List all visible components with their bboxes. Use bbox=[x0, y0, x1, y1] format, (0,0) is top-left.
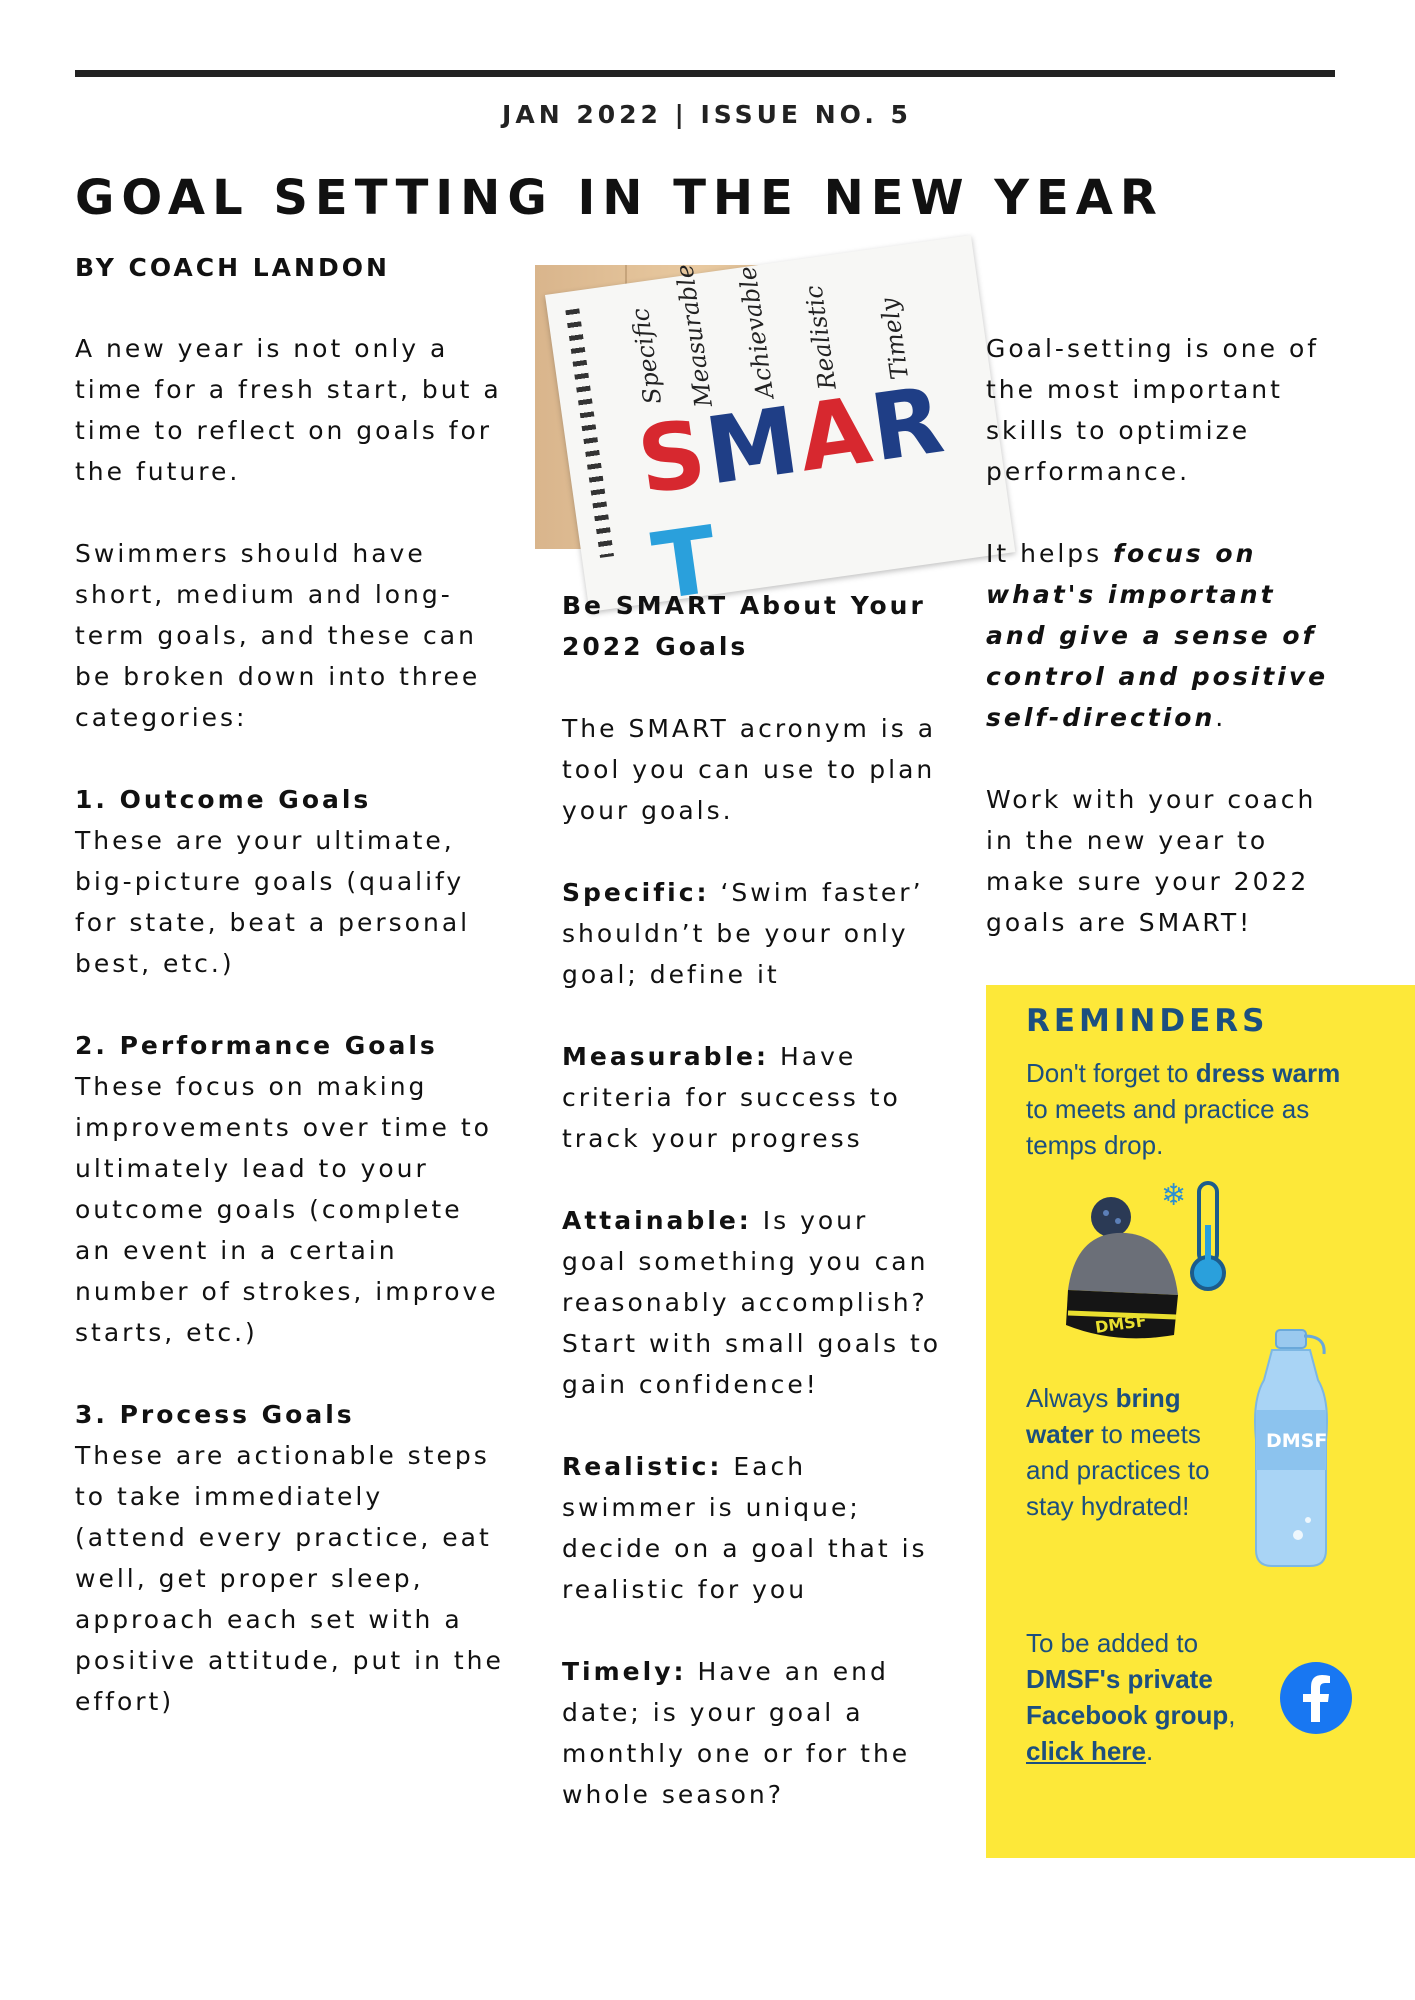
reminder-water bbox=[1026, 1380, 1246, 1524]
byline: BY COACH LANDON bbox=[75, 253, 390, 282]
performance-heading: 2. Performance Goals bbox=[75, 1031, 438, 1060]
attainable-label: Attainable: bbox=[562, 1206, 752, 1235]
word-timely: Timely bbox=[874, 296, 915, 382]
smart-letter-r: R bbox=[864, 366, 952, 483]
helps-suffix: . bbox=[1215, 703, 1227, 732]
measurable-label: Measurable: bbox=[562, 1042, 769, 1071]
process-heading: 3. Process Goals bbox=[75, 1400, 355, 1429]
bottle-logo: DMSF bbox=[1266, 1430, 1328, 1452]
top-rule bbox=[75, 70, 1335, 77]
reminder-2-text-a: Always bbox=[1026, 1383, 1109, 1413]
hat-logo: DMSF bbox=[1093, 1310, 1148, 1337]
smart-letter-m: M bbox=[699, 386, 807, 506]
swimmers-paragraph: Swimmers should have short, medium and long-term goals, and these can be broken down into three categories: bbox=[75, 539, 481, 732]
smart-letter-t: T bbox=[646, 505, 726, 621]
water-bottle-icon bbox=[1246, 1330, 1336, 1570]
outcome-text: These are your ultimate, big-picture goals (qualify for state, beat a personal best, etc.) bbox=[75, 826, 471, 978]
timely-label: Timely: bbox=[562, 1657, 687, 1686]
snowflake-icon: ❄ bbox=[1161, 1178, 1187, 1213]
spiral-binding bbox=[565, 308, 614, 558]
reminder-1-bold: dress warm bbox=[1195, 1058, 1341, 1088]
helps-emphasis: focus on what's important and give a sense of control and positive self-direction bbox=[986, 539, 1329, 732]
reminder-3-comma: , bbox=[1228, 1700, 1236, 1730]
reminder-3-period: . bbox=[1145, 1736, 1154, 1766]
process-goals bbox=[75, 1394, 505, 1722]
issue-line: JAN 2022 | ISSUE NO. 5 bbox=[502, 100, 912, 129]
word-realistic: Realistic bbox=[799, 283, 842, 392]
outcome-heading: 1. Outcome Goals bbox=[75, 785, 372, 814]
realistic-text: Each swimmer is unique; decide on a goal that is realistic for you bbox=[562, 1452, 928, 1604]
thermometer-icon bbox=[1161, 1175, 1231, 1295]
goal-setting-paragraph: Goal-setting is one of the most important skills to optimize performance. bbox=[986, 334, 1320, 486]
reminder-1-text-b: to meets and practice as temps drop. bbox=[1026, 1094, 1310, 1160]
performance-goals bbox=[75, 1025, 505, 1353]
timely-text: Have an end date; is your goal a monthly one or for the whole season? bbox=[562, 1657, 911, 1809]
measurable-item bbox=[562, 1036, 942, 1159]
reminders-title: REMINDERS bbox=[1026, 1003, 1269, 1039]
reminder-1-text-a: Don't forget to bbox=[1026, 1058, 1189, 1088]
attainable-text: Is your goal something you can reasonably accomplish? Start with small goals to gain confidence! bbox=[562, 1206, 942, 1399]
specific-text: ‘Swim faster’ shouldn’t be your only goal; define it bbox=[562, 878, 924, 989]
coach-paragraph: Work with your coach in the new year to make sure your 2022 goals are SMART! bbox=[986, 785, 1317, 937]
reminder-2-bold: bring water bbox=[1026, 1383, 1181, 1449]
word-measurable: Measurable bbox=[670, 262, 718, 409]
measurable-text: Have criteria for success to track your progress bbox=[562, 1042, 901, 1153]
smart-intro: The SMART acronym is a tool you can use to plan your goals. bbox=[562, 714, 937, 825]
specific-label: Specific: bbox=[562, 878, 710, 907]
process-text: These are actionable steps to take immediately (attend every practice, eat well, get proper sleep, approach each set with a positive attitude, put in the effort) bbox=[75, 1441, 504, 1716]
page-title: GOAL SETTING IN THE NEW YEAR bbox=[75, 170, 1164, 226]
helps-prefix: It helps bbox=[986, 539, 1103, 568]
notebook-page bbox=[545, 235, 1015, 621]
specific-item bbox=[562, 872, 942, 995]
outcome-goals bbox=[75, 779, 505, 984]
facebook-icon[interactable] bbox=[1278, 1660, 1354, 1736]
smart-letter-s: S bbox=[631, 399, 715, 516]
realistic-label: Realistic: bbox=[562, 1452, 723, 1481]
click-here-link[interactable]: click here bbox=[1026, 1736, 1146, 1766]
smart-heading-text: Be SMART About Your 2022 Goals bbox=[562, 591, 926, 661]
smart-notebook-image bbox=[535, 262, 952, 621]
smart-heading bbox=[562, 585, 942, 667]
reminder-2-text-b: to meets and practices to stay hydrated! bbox=[1026, 1419, 1210, 1521]
reminder-dress-warm bbox=[1026, 1055, 1366, 1163]
reminder-3-bold: DMSF's private Facebook group bbox=[1026, 1664, 1229, 1730]
word-specific: Specific bbox=[625, 306, 668, 406]
attainable-item bbox=[562, 1200, 942, 1405]
intro-paragraph: A new year is not only a time for a fresh start, but a time to reflect on goals for the future. bbox=[75, 334, 502, 486]
performance-text: These focus on making improvements over time to ultimately lead to your outcome goals (complete an event in a certain number of strokes, improve starts, etc.) bbox=[75, 1072, 499, 1347]
word-achievable: Achievable bbox=[733, 264, 780, 401]
column-right bbox=[986, 328, 1336, 984]
smart-letter-a: A bbox=[791, 376, 880, 493]
column-left bbox=[75, 328, 505, 1763]
realistic-item bbox=[562, 1446, 942, 1610]
timely-item bbox=[562, 1651, 942, 1815]
reminder-3-text-a: To be added to bbox=[1026, 1628, 1199, 1658]
helps-paragraph bbox=[986, 533, 1336, 738]
column-middle bbox=[562, 585, 942, 1856]
reminders-box bbox=[986, 985, 1415, 1858]
reminder-facebook bbox=[1026, 1625, 1286, 1769]
